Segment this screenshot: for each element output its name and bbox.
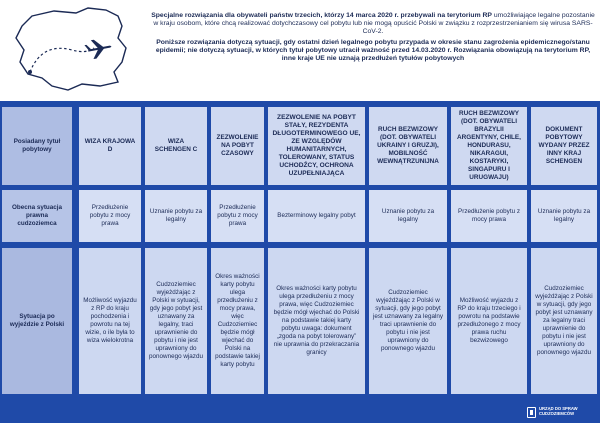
departure-cell-5 xyxy=(369,248,447,394)
departure-cell-text: Możliwość wyjazdu z RP do kraju pochodzenia i powrotu na tej wizie, o ile była to wiza wielokrotna xyxy=(83,297,137,344)
departure-cell-6 xyxy=(451,248,527,394)
poland-map-illustration xyxy=(2,2,148,96)
departure-cell-7 xyxy=(531,248,597,394)
header-cell-text: RUCH BEZWIZOWY (DOT. OBYWATELI UKRAINY I GRUZJI), MOBILNOŚĆ WEWNĄTRZUNIJNA xyxy=(377,126,439,165)
status-cell-5 xyxy=(369,190,447,242)
header-cell-text: Posiadany tytuł pobytowy xyxy=(13,138,61,153)
status-cell-text: Uznanie pobytu za legalny xyxy=(149,208,203,223)
status-cell-4 xyxy=(268,190,365,242)
status-cell-7 xyxy=(531,190,597,242)
header-cell-0 xyxy=(2,107,72,185)
departure-cell-3 xyxy=(211,248,264,394)
departure-cell-4 xyxy=(268,248,365,394)
status-cell-text: Przedłużenie pobytu z mocy prawa xyxy=(458,208,520,223)
header-cell-text: ZEZWOLENIE NA POBYT CZASOWY xyxy=(216,134,259,157)
header-banner xyxy=(0,0,600,101)
departure-cell-text: Okres ważności karty pobytu ulega przedłużeniu z mocy prawa, więc Cudzoziemiec będzie mógł wjechać do Polski na podstawie takiej karty pobytu xyxy=(215,273,260,368)
logo-line-1: URZĄD DO SPRAW xyxy=(539,406,578,412)
header-cell-text: WIZA KRAJOWA D xyxy=(84,138,136,153)
header-cell-text: RUCH BEZWIZOWY (DOT. OBYWATELI BRAZYLII ARGENTYNY, CHILE, HONDURASU, NIKARAGUI, KOSTARYKI, SINGAPURU I URUGWAJU) xyxy=(457,110,521,181)
status-cell-3 xyxy=(211,190,264,242)
status-cell-2 xyxy=(145,190,207,242)
departure-cell-1 xyxy=(79,248,141,394)
departure-cell-text: Okres ważności karty pobytu ulega przedłużeniu z mocy prawa, więc Cudzoziemiec będzie mógł wjechać do Polski na podstawie takiej karty pobytu uwaga: dokument „zgoda na pobyt tolerowany” nie uprawnia do przekraczania granicy xyxy=(273,285,360,356)
departure-cell-text: Sytuacja po wyjeździe z Polski xyxy=(9,313,65,328)
poland-map-airplane-icon xyxy=(2,2,148,96)
status-cell-6 xyxy=(451,190,527,242)
header-cell-7 xyxy=(531,107,597,185)
header-cell-3 xyxy=(211,107,264,185)
header-cell-5 xyxy=(369,107,447,185)
header-cell-text: WIZA SCHENGEN C xyxy=(154,138,198,153)
departure-cell-text: Cudzoziemiec wyjeżdżając z Polski w sytuacji, gdy jego pobyt jest uznawany za legalny, traci uprawnienie do pobytu i nie jest uprawniony do ponownego wjazdu xyxy=(149,281,203,360)
status-cell-text: Uznanie pobytu za legalny xyxy=(537,208,591,223)
office-logo xyxy=(527,405,597,419)
logo-line-2: CUDZOZIEMCÓW xyxy=(539,411,575,416)
header-cell-1 xyxy=(79,107,141,185)
intro-paragraph-2 xyxy=(150,39,596,64)
header-cell-2 xyxy=(145,107,207,185)
intro-text xyxy=(150,12,596,65)
status-cell-text: Uznanie pobytu za legalny xyxy=(381,208,435,223)
office-logo-icon xyxy=(527,407,536,418)
status-cell-text: Przedłużenie pobytu z mocy prawa xyxy=(89,204,131,227)
status-cell-text: Obecna sytuacja prawna cudzoziemca xyxy=(11,204,63,227)
departure-cell-text: Możliwość wyjazdu z RP do kraju trzeciego i powrotu na podstawie przedłużonego z mocy prawa ruchu bezwizowego xyxy=(457,297,521,344)
header-cell-text: ZEZWOLENIE NA POBYT STAŁY, REZYDENTA DŁUGOTERMINOWEGO UE, ZE WZGLĘDÓW HUMANITARNYCH, TOLEROWANY, STATUS UCHODŹCY, OCHRONA UZUPEŁNIAJĄCA xyxy=(272,114,361,177)
intro-note: Poniższe rozwiązania dotyczą sytuacji, gdy ostatni dzień legalnego pobytu przypada w okresie stanu zagrożenia epidemicznego/stanu epidemii; nie dotyczą sytuacji, w których tytuł pobytowy utracił ważność przed 14.03.2020 r. Rozwiązania obowiązują na terytorium RP, inne kraje UE nie uznają przedłużeń tytułów pobytowych xyxy=(155,38,591,63)
status-cell-0 xyxy=(2,190,72,242)
intro-paragraph-1 xyxy=(150,12,596,37)
status-cell-text: Bezterminowy legalny pobyt xyxy=(277,212,356,219)
intro-description: umożliwiające legalne pozostanie w kraju osobom, które chcą realizować dotychczasowy cel pobytu lub nie mogą opuścić Polski w związku z rozprzestrzenianiem się wirusa SARS-CoV-2. xyxy=(153,12,595,36)
departure-cell-text: Cudzoziemiec wyjeżdżając z Polski w sytuacji, gdy jego pobyt jest uznawany za legalny traci uprawnienie do pobytu i nie jest uprawniony do ponownego wjazdu xyxy=(373,289,444,352)
departure-cell-0 xyxy=(2,248,72,394)
header-cell-text: DOKUMENT POBYTOWY WYDANY PRZEZ INNY KRAJ SCHENGEN xyxy=(538,126,590,165)
departure-cell-2 xyxy=(145,248,207,394)
office-logo-text xyxy=(539,407,578,416)
departure-cell-text: Cudzoziemiec wyjeżdżając z Polski w sytuacji, gdy jego pobyt jest uznawany za legalny traci uprawnienie do pobytu i nie jest uprawniony do ponownego wjazdu xyxy=(535,285,593,356)
intro-title: Specjalne rozwiązania dla obywateli państw trzecich, którzy 14 marca 2020 r. przebywali na terytorium RP xyxy=(151,12,492,19)
status-cell-1 xyxy=(79,190,141,242)
header-cell-4 xyxy=(268,107,365,185)
header-cell-6 xyxy=(451,107,527,185)
status-cell-text: Przedłużenie pobytu z mocy prawa xyxy=(217,204,258,227)
